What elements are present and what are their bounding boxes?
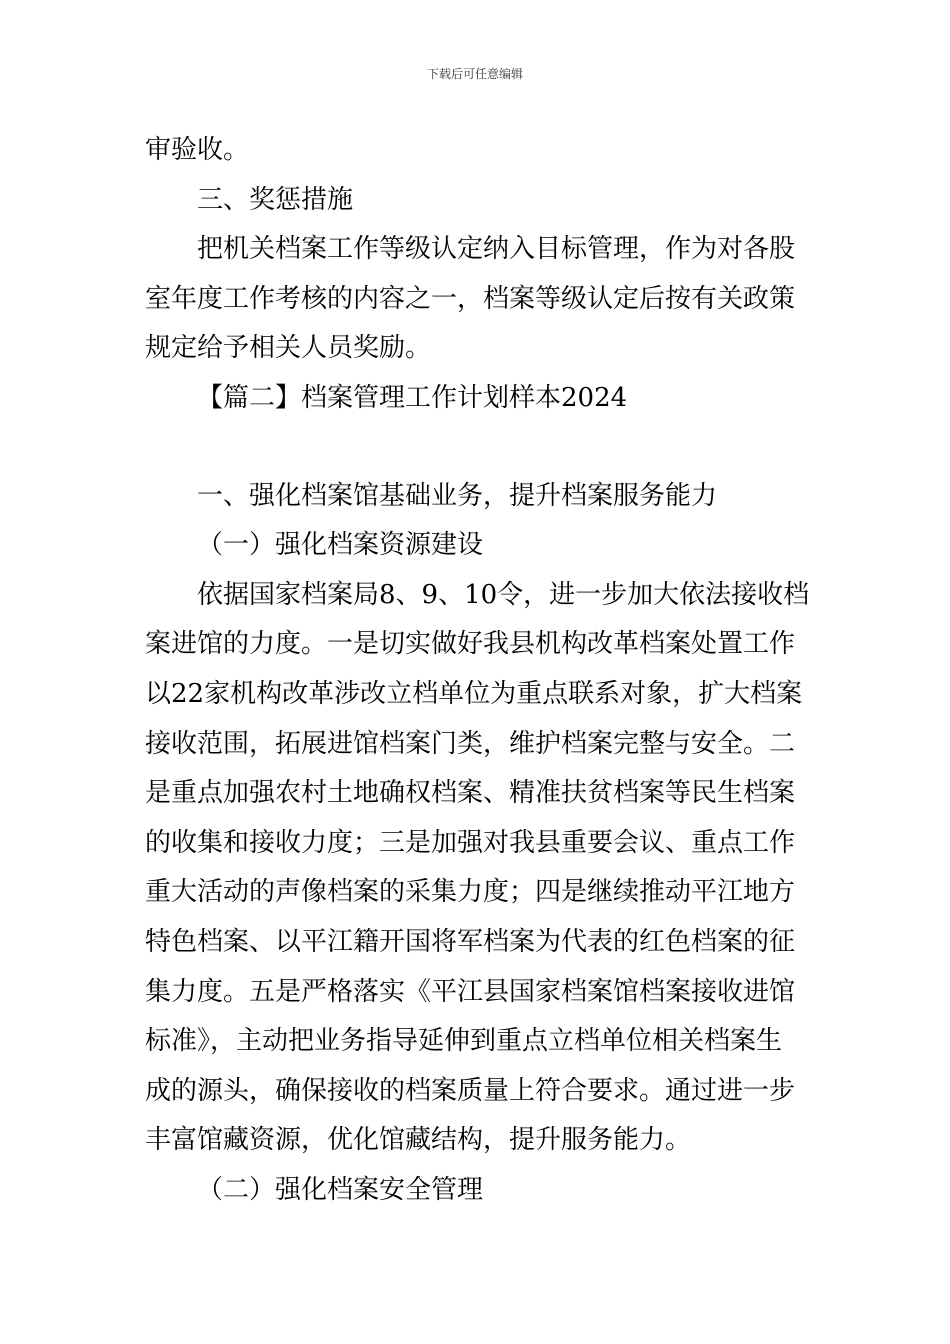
text-line: 审验收。 bbox=[145, 135, 250, 165]
text-line: 重大活动的声像档案的采集力度；四是继续推动平江地方 bbox=[145, 877, 796, 908]
text-line: 以22家机构改革涉改立档单位为重点联系对象，扩大档案 bbox=[145, 678, 803, 709]
text-line: 规定给予相关人员奖励。 bbox=[145, 333, 432, 364]
text-line: 依据国家档案局8、9、10令，进一步加大依法接收档 bbox=[197, 579, 810, 610]
text-line: 成的源头，确保接收的档案质量上符合要求。通过进一步 bbox=[145, 1075, 796, 1106]
text-line: 标准》，主动把业务指导延伸到重点立档单位相关档案生 bbox=[145, 1026, 783, 1057]
text-line: 接收范围，拓展进馆档案门类，维护档案完整与安全。二 bbox=[145, 728, 796, 759]
text-line: 三、奖惩措施 bbox=[197, 184, 354, 215]
text-line: 是重点加强农村土地确权档案、精准扶贫档案等民生档案 bbox=[145, 778, 796, 809]
text-line: 丰富馆藏资源，优化馆藏结构，提升服务能力。 bbox=[145, 1125, 692, 1156]
text-line: （二）强化档案安全管理 bbox=[197, 1174, 484, 1205]
text-line: 【篇二】档案管理工作计划样本2024 bbox=[197, 382, 628, 413]
paragraph-gap bbox=[145, 424, 805, 472]
document-section-2 bbox=[145, 472, 810, 1216]
text-line: 集力度。五是严格落实《平江县国家档案馆档案接收进馆 bbox=[145, 976, 796, 1007]
text-line: 的收集和接收力度；三是加强对我县重要会议、重点工作 bbox=[145, 827, 796, 858]
text-line: 一、强化档案馆基础业务，提升档案服务能力 bbox=[197, 480, 718, 511]
text-line: 把机关档案工作等级认定纳入目标管理，作为对各股 bbox=[197, 234, 796, 265]
document-body bbox=[145, 126, 810, 1215]
text-line: 特色档案、以平江籍开国将军档案为代表的红色档案的征 bbox=[145, 926, 796, 957]
document-section-1 bbox=[145, 126, 805, 424]
text-line: （一）强化档案资源建设 bbox=[197, 530, 484, 561]
page-header-note: 下载后可任意编辑 bbox=[426, 67, 523, 81]
text-line: 室年度工作考核的内容之一，档案等级认定后按有关政策 bbox=[145, 283, 796, 314]
text-line: 案进馆的力度。一是切实做好我县机构改革档案处置工作 bbox=[145, 629, 796, 660]
